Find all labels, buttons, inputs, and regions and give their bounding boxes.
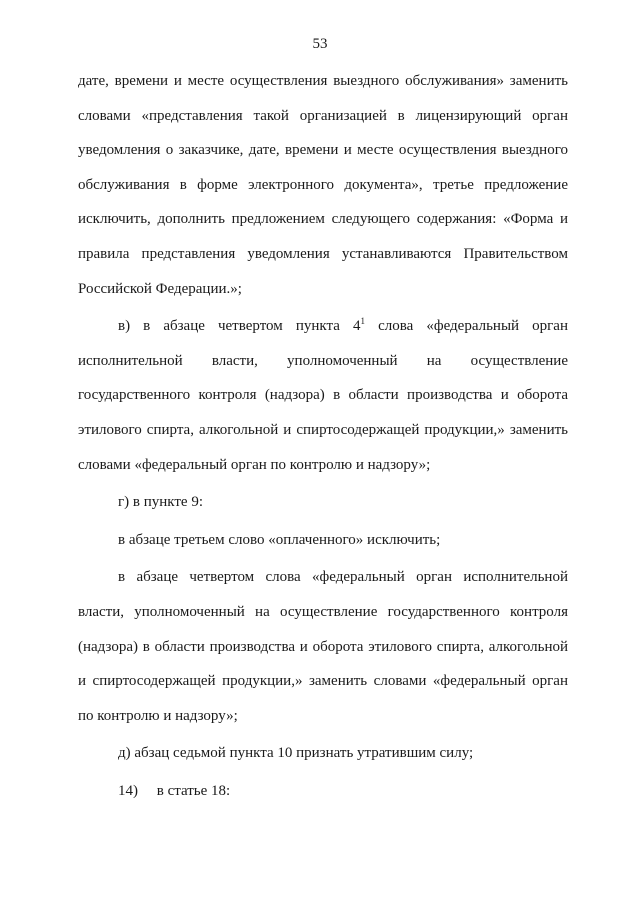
text-line: 14) в статье 18: (118, 782, 231, 799)
text-line: Российской Федерации.»; (78, 280, 242, 297)
text-line: государственного контроля (надзора) в области производства и оборота (78, 387, 568, 404)
text-line: дате, времени и месте осуществления выездного обслуживания» заменить (78, 73, 568, 89)
paragraph-v-rest: слова «федеральный орган (378, 318, 568, 335)
text-line: уведомления о заказчике, дате, времени и месте осуществления выездного (78, 142, 568, 159)
document-body (78, 64, 568, 808)
text-line: власти, уполномоченный на осуществление государственного контроля (78, 603, 568, 620)
paragraph-v-first-line (78, 309, 568, 344)
text-line: д) абзац седьмой пункта 10 признать утратившим силу; (118, 745, 474, 762)
text-line: словами «федеральный орган по контролю и надзору»; (78, 456, 431, 473)
text-line: правила представления уведомления устанавливаются Правительством (78, 245, 568, 262)
text-line: этилового спирта, алкогольной и спиртосодержащей продукции,» заменить (78, 421, 568, 438)
page-number: 53 (312, 36, 328, 52)
text-line: в абзаце третьем слово «оплаченного» исключить; (118, 531, 441, 548)
superscript: 1 (360, 316, 365, 327)
text-line: обслуживания в форме электронного документа», третье предложение (78, 176, 568, 193)
text-line: по контролю и надзору»; (78, 707, 238, 724)
paragraph-v-prefix: в) в абзаце четвертом пункта 4 (118, 318, 361, 335)
text-line: исполнительной власти, уполномоченный на осуществление (78, 352, 568, 369)
text-line: словами «представления такой организацией в лицензирующий орган (78, 107, 568, 124)
text-line: (надзора) в области производства и оборота этилового спирта, алкогольной (78, 638, 568, 655)
text-line: г) в пункте 9: (118, 494, 204, 511)
text-line: в абзаце четвертом слова «федеральный орган исполнительной (118, 569, 568, 586)
text-line: исключить, дополнить предложением следующего содержания: «Форма и (78, 211, 568, 228)
text-line: и спиртосодержащей продукции,» заменить словами «федеральный орган (78, 673, 568, 690)
